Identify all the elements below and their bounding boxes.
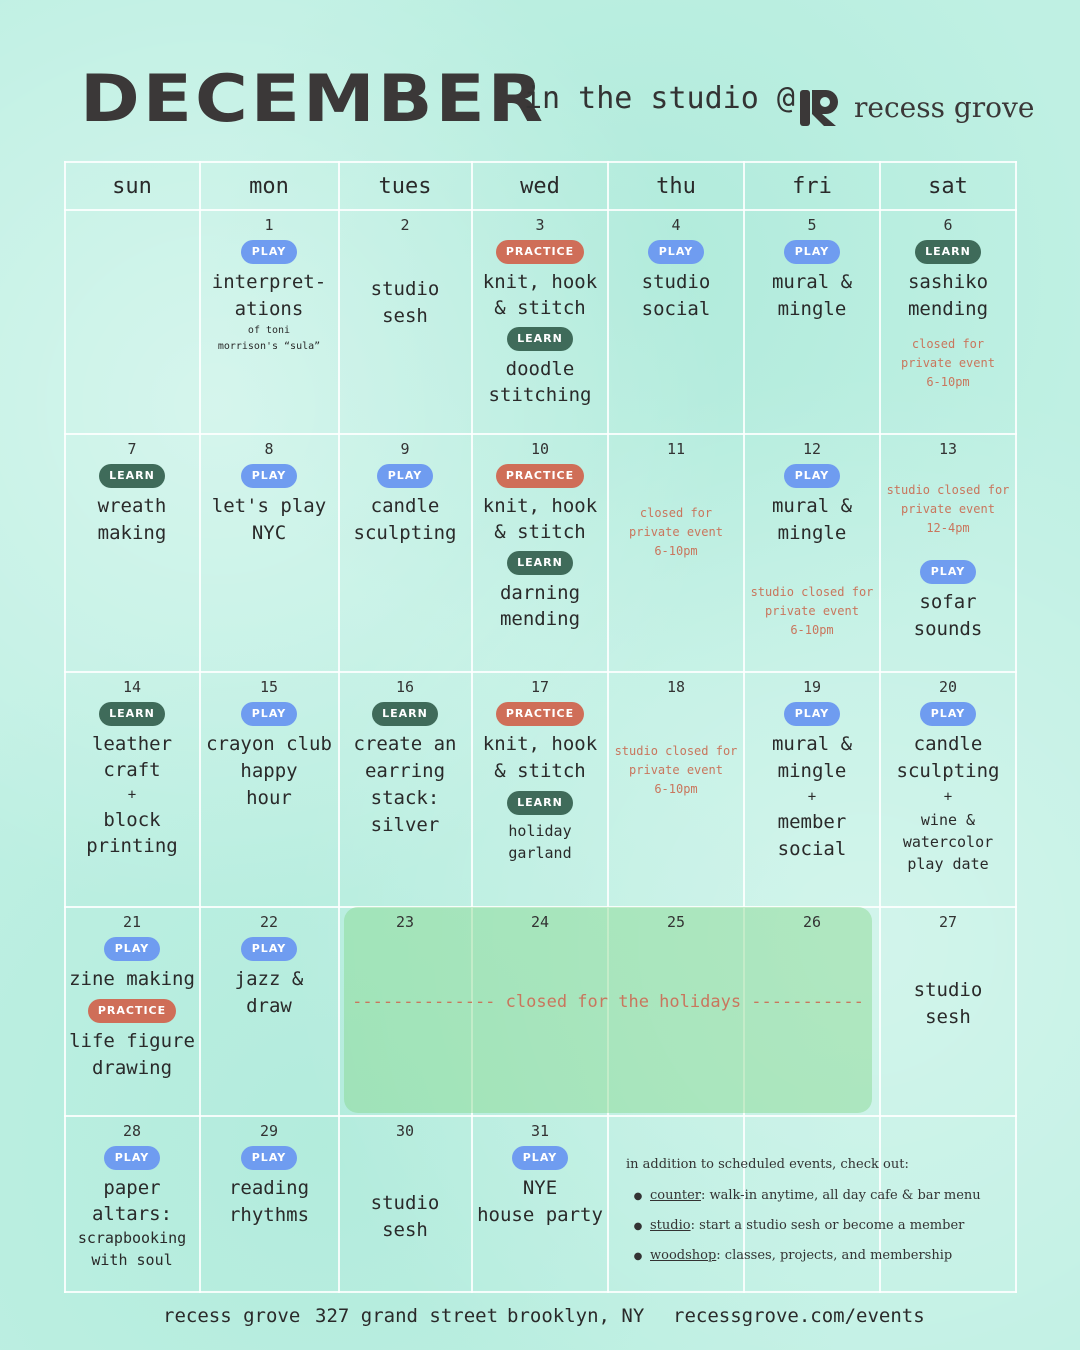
event-title: mural & <box>771 733 853 755</box>
day-number: 24 <box>530 913 550 931</box>
closed-notice: private event <box>901 356 995 370</box>
extras-panel <box>626 1155 1016 1271</box>
learn-tag: LEARN <box>507 327 573 351</box>
day-cell-17[interactable] <box>472 674 608 864</box>
month-title: DECEMBER <box>80 60 547 137</box>
extras-item-text: : walk-in anytime, all day cafe & bar menu <box>700 1188 981 1203</box>
day-number: 19 <box>802 678 822 696</box>
event-title: mingle <box>777 298 847 320</box>
day-cell-2[interactable] <box>339 212 471 330</box>
event-note: morrison's “sula” <box>217 341 321 352</box>
day-cell-31[interactable] <box>472 1118 608 1229</box>
event-title: reading <box>228 1177 310 1199</box>
event-title: social <box>777 838 847 860</box>
event-title: rhythms <box>228 1204 310 1226</box>
day-cell-21[interactable] <box>64 909 200 1082</box>
event-title: mural & <box>771 495 853 517</box>
event-title: sesh <box>925 1006 971 1028</box>
closed-notice: studio closed for <box>750 585 874 599</box>
closed-notice: studio closed for <box>614 744 738 758</box>
day-cell-30[interactable] <box>339 1118 471 1244</box>
plus-sign: + <box>127 787 137 803</box>
play-tag: PLAY <box>377 464 433 488</box>
brand-name: recess grove <box>854 91 1035 124</box>
event-title: house party <box>477 1204 603 1226</box>
event-title: silver <box>370 814 440 836</box>
day-number: 21 <box>122 913 142 931</box>
extras-item-woodshop <box>626 1241 1016 1271</box>
practice-tag: PRACTICE <box>496 464 584 488</box>
day-number: 20 <box>938 678 958 696</box>
day-number: 16 <box>395 678 415 696</box>
play-tag: PLAY <box>920 702 976 726</box>
learn-tag: LEARN <box>99 702 165 726</box>
event-title: stitching <box>488 384 592 406</box>
extras-item-counter <box>626 1181 1016 1211</box>
day-number: 17 <box>530 678 550 696</box>
event-title: candle <box>370 495 440 517</box>
learn-tag: LEARN <box>507 551 573 575</box>
day-cell-12[interactable] <box>744 436 880 640</box>
day-cell-20[interactable] <box>880 674 1016 875</box>
event-title: studio <box>641 271 711 293</box>
event-title: wreath <box>97 495 167 517</box>
event-title: NYC <box>251 522 287 544</box>
event-title: knit, hook <box>482 733 598 755</box>
closed-notice: 6-10pm <box>926 375 970 389</box>
practice-tag: PRACTICE <box>88 999 176 1023</box>
day-cell-27[interactable] <box>880 909 1016 1031</box>
day-number: 9 <box>400 440 410 458</box>
closed-notice: private event <box>901 502 995 516</box>
event-title: scrapbooking <box>77 1229 187 1247</box>
day-number: 14 <box>122 678 142 696</box>
closed-notice: private event <box>629 525 723 539</box>
day-number: 1 <box>264 216 274 234</box>
event-title: create an <box>353 733 457 755</box>
event-title: mending <box>499 608 581 630</box>
extras-intro: in addition to scheduled events, check out: <box>626 1157 909 1172</box>
day-number: 26 <box>802 913 822 931</box>
event-note: of toni <box>247 325 291 336</box>
woodshop-link[interactable]: woodshop <box>650 1248 717 1263</box>
event-title: & stitch <box>494 297 586 319</box>
event-title: studio <box>370 1192 440 1214</box>
day-cell-5[interactable] <box>744 212 880 323</box>
closed-notice: closed for <box>639 506 713 520</box>
event-title: & stitch <box>494 760 586 782</box>
closed-notice: 6-10pm <box>654 782 698 796</box>
day-cell-19[interactable] <box>744 674 880 863</box>
event-title: studio <box>913 979 983 1001</box>
footer-city: brooklyn, NY <box>507 1305 645 1327</box>
weekday-sun: sun <box>112 173 152 199</box>
day-number: 28 <box>122 1122 142 1140</box>
footer-name: recess grove <box>163 1305 301 1327</box>
day-number: 25 <box>666 913 686 931</box>
play-tag: PLAY <box>241 702 297 726</box>
footer <box>0 1305 1080 1333</box>
extras-item-studio <box>626 1211 1016 1241</box>
day-number: 3 <box>535 216 545 234</box>
closed-notice: 12-4pm <box>926 521 970 535</box>
event-title: & stitch <box>494 521 586 543</box>
closed-notice: private event <box>629 763 723 777</box>
event-title: hour <box>246 787 292 809</box>
closed-notice: private event <box>765 604 859 618</box>
closed-notice: closed for <box>911 337 985 351</box>
day-cell-25[interactable] <box>608 909 744 931</box>
event-title: sofar <box>919 591 977 613</box>
plus-sign: + <box>943 789 953 805</box>
event-title: block <box>103 809 161 831</box>
event-title: sculpting <box>896 760 1000 782</box>
day-cell-7[interactable] <box>64 436 200 547</box>
day-cell-4[interactable] <box>608 212 744 323</box>
extras-item-text: : start a studio sesh or become a member <box>690 1218 965 1233</box>
day-number: 23 <box>395 913 415 931</box>
play-tag: PLAY <box>648 240 704 264</box>
learn-tag: LEARN <box>507 791 573 815</box>
event-title: drawing <box>91 1057 173 1079</box>
event-title: mingle <box>777 522 847 544</box>
day-number: 29 <box>259 1122 279 1140</box>
event-title: earring <box>364 760 446 782</box>
day-cell-26[interactable] <box>744 909 880 931</box>
event-title: altars: <box>91 1203 173 1225</box>
event-title: sculpting <box>353 522 457 544</box>
day-cell-1[interactable] <box>201 212 337 355</box>
weekday-tues: tues <box>378 173 432 199</box>
event-title: interpret- <box>211 271 327 293</box>
day-cell-11[interactable] <box>608 436 744 561</box>
day-number: 31 <box>530 1122 550 1140</box>
event-title: happy <box>240 760 298 782</box>
day-cell-9[interactable] <box>339 436 471 547</box>
play-tag: PLAY <box>784 464 840 488</box>
event-title: holiday <box>508 822 572 840</box>
weekday-wed: wed <box>520 173 560 199</box>
day-cell-18[interactable] <box>608 674 744 799</box>
plus-sign: + <box>807 789 817 805</box>
closed-notice: 6-10pm <box>654 544 698 558</box>
bullet-icon: ● <box>633 1251 643 1262</box>
footer-address: 327 grand street <box>315 1305 499 1327</box>
learn-tag: LEARN <box>99 464 165 488</box>
event-title: with soul <box>91 1251 173 1269</box>
studio-link[interactable]: studio <box>650 1218 691 1233</box>
event-title: play date <box>907 855 989 873</box>
day-number: 30 <box>395 1122 415 1140</box>
event-title: stack: <box>370 787 440 809</box>
bullet-icon: ● <box>633 1191 643 1202</box>
day-cell-14[interactable] <box>64 674 200 859</box>
event-title: paper <box>103 1177 161 1199</box>
play-tag: PLAY <box>784 702 840 726</box>
play-tag: PLAY <box>512 1146 568 1170</box>
day-cell-28[interactable] <box>64 1118 200 1271</box>
event-title: social <box>641 298 711 320</box>
learn-tag: LEARN <box>372 702 438 726</box>
practice-tag: PRACTICE <box>496 702 584 726</box>
event-title: knit, hook <box>482 495 598 517</box>
event-title: wine & <box>920 811 976 829</box>
event-title: watercolor <box>902 833 994 851</box>
event-title: draw <box>246 995 292 1017</box>
event-title: sashiko <box>907 271 989 293</box>
event-title: doodle <box>505 358 575 380</box>
event-title: mingle <box>777 760 847 782</box>
day-number: 8 <box>264 440 274 458</box>
day-number: 10 <box>530 440 550 458</box>
event-title: sesh <box>382 305 428 327</box>
event-title: making <box>97 522 167 544</box>
weekday-thu: thu <box>656 173 696 199</box>
event-title: studio <box>370 278 440 300</box>
play-tag: PLAY <box>784 240 840 264</box>
weekday-fri: fri <box>792 173 832 199</box>
day-number: 11 <box>666 440 686 458</box>
closed-notice: studio closed for <box>886 483 1010 497</box>
day-number: 22 <box>259 913 279 931</box>
event-title: leather <box>91 733 173 755</box>
event-title: candle <box>913 733 983 755</box>
day-number: 13 <box>938 440 958 458</box>
learn-tag: LEARN <box>915 240 981 264</box>
closed-notice: 6-10pm <box>790 623 834 637</box>
event-title: knit, hook <box>482 271 598 293</box>
day-cell-24[interactable] <box>472 909 608 931</box>
day-cell-16[interactable] <box>339 674 471 839</box>
day-cell-23[interactable] <box>339 909 471 931</box>
day-number: 12 <box>802 440 822 458</box>
recess-grove-logo-icon <box>798 86 844 130</box>
extras-item-text: : classes, projects, and membership <box>716 1248 953 1263</box>
event-title: garland <box>508 844 572 862</box>
event-title: mending <box>907 298 989 320</box>
day-number: 7 <box>127 440 137 458</box>
brand-logo <box>798 86 1034 130</box>
event-title: sounds <box>913 618 983 640</box>
event-title: jazz & <box>234 968 304 990</box>
play-tag: PLAY <box>104 1146 160 1170</box>
event-title: let's play <box>211 495 327 517</box>
day-cell-6[interactable] <box>880 212 1016 392</box>
holiday-closure-text: -------------- closed for the holidays ----------- <box>352 992 864 1012</box>
day-number: 27 <box>938 913 958 931</box>
event-title: member <box>777 811 847 833</box>
subtitle: in the studio @ <box>524 81 795 116</box>
day-number: 2 <box>400 216 410 234</box>
event-title: zine making <box>69 968 195 990</box>
day-cell-29[interactable] <box>201 1118 337 1229</box>
event-title: crayon club <box>206 733 332 755</box>
event-title: printing <box>86 835 178 857</box>
play-tag: PLAY <box>920 560 976 584</box>
play-tag: PLAY <box>241 240 297 264</box>
counter-link[interactable]: counter <box>650 1188 701 1203</box>
day-cell-13[interactable] <box>880 436 1016 643</box>
event-title: craft <box>103 759 161 781</box>
day-cell-3[interactable] <box>472 212 608 408</box>
weekday-mon: mon <box>249 173 289 199</box>
event-title: mural & <box>771 271 853 293</box>
practice-tag: PRACTICE <box>496 240 584 264</box>
day-cell-22[interactable] <box>201 909 337 1020</box>
day-cell-8[interactable] <box>201 436 337 547</box>
play-tag: PLAY <box>241 937 297 961</box>
day-cell-15[interactable] <box>201 674 337 812</box>
event-title: sesh <box>382 1219 428 1241</box>
footer-url[interactable]: recessgrove.com/events <box>673 1305 925 1327</box>
day-number: 6 <box>943 216 953 234</box>
play-tag: PLAY <box>241 1146 297 1170</box>
weekday-sat: sat <box>928 173 968 199</box>
day-number: 5 <box>807 216 817 234</box>
day-number: 4 <box>671 216 681 234</box>
event-title: NYE <box>522 1177 558 1199</box>
day-number: 15 <box>259 678 279 696</box>
event-title: ations <box>234 298 304 320</box>
event-title: darning <box>499 582 581 604</box>
day-cell-10[interactable] <box>472 436 608 632</box>
bullet-icon: ● <box>633 1221 643 1232</box>
event-title: life figure <box>69 1030 195 1052</box>
play-tag: PLAY <box>104 937 160 961</box>
day-number: 18 <box>666 678 686 696</box>
play-tag: PLAY <box>241 464 297 488</box>
